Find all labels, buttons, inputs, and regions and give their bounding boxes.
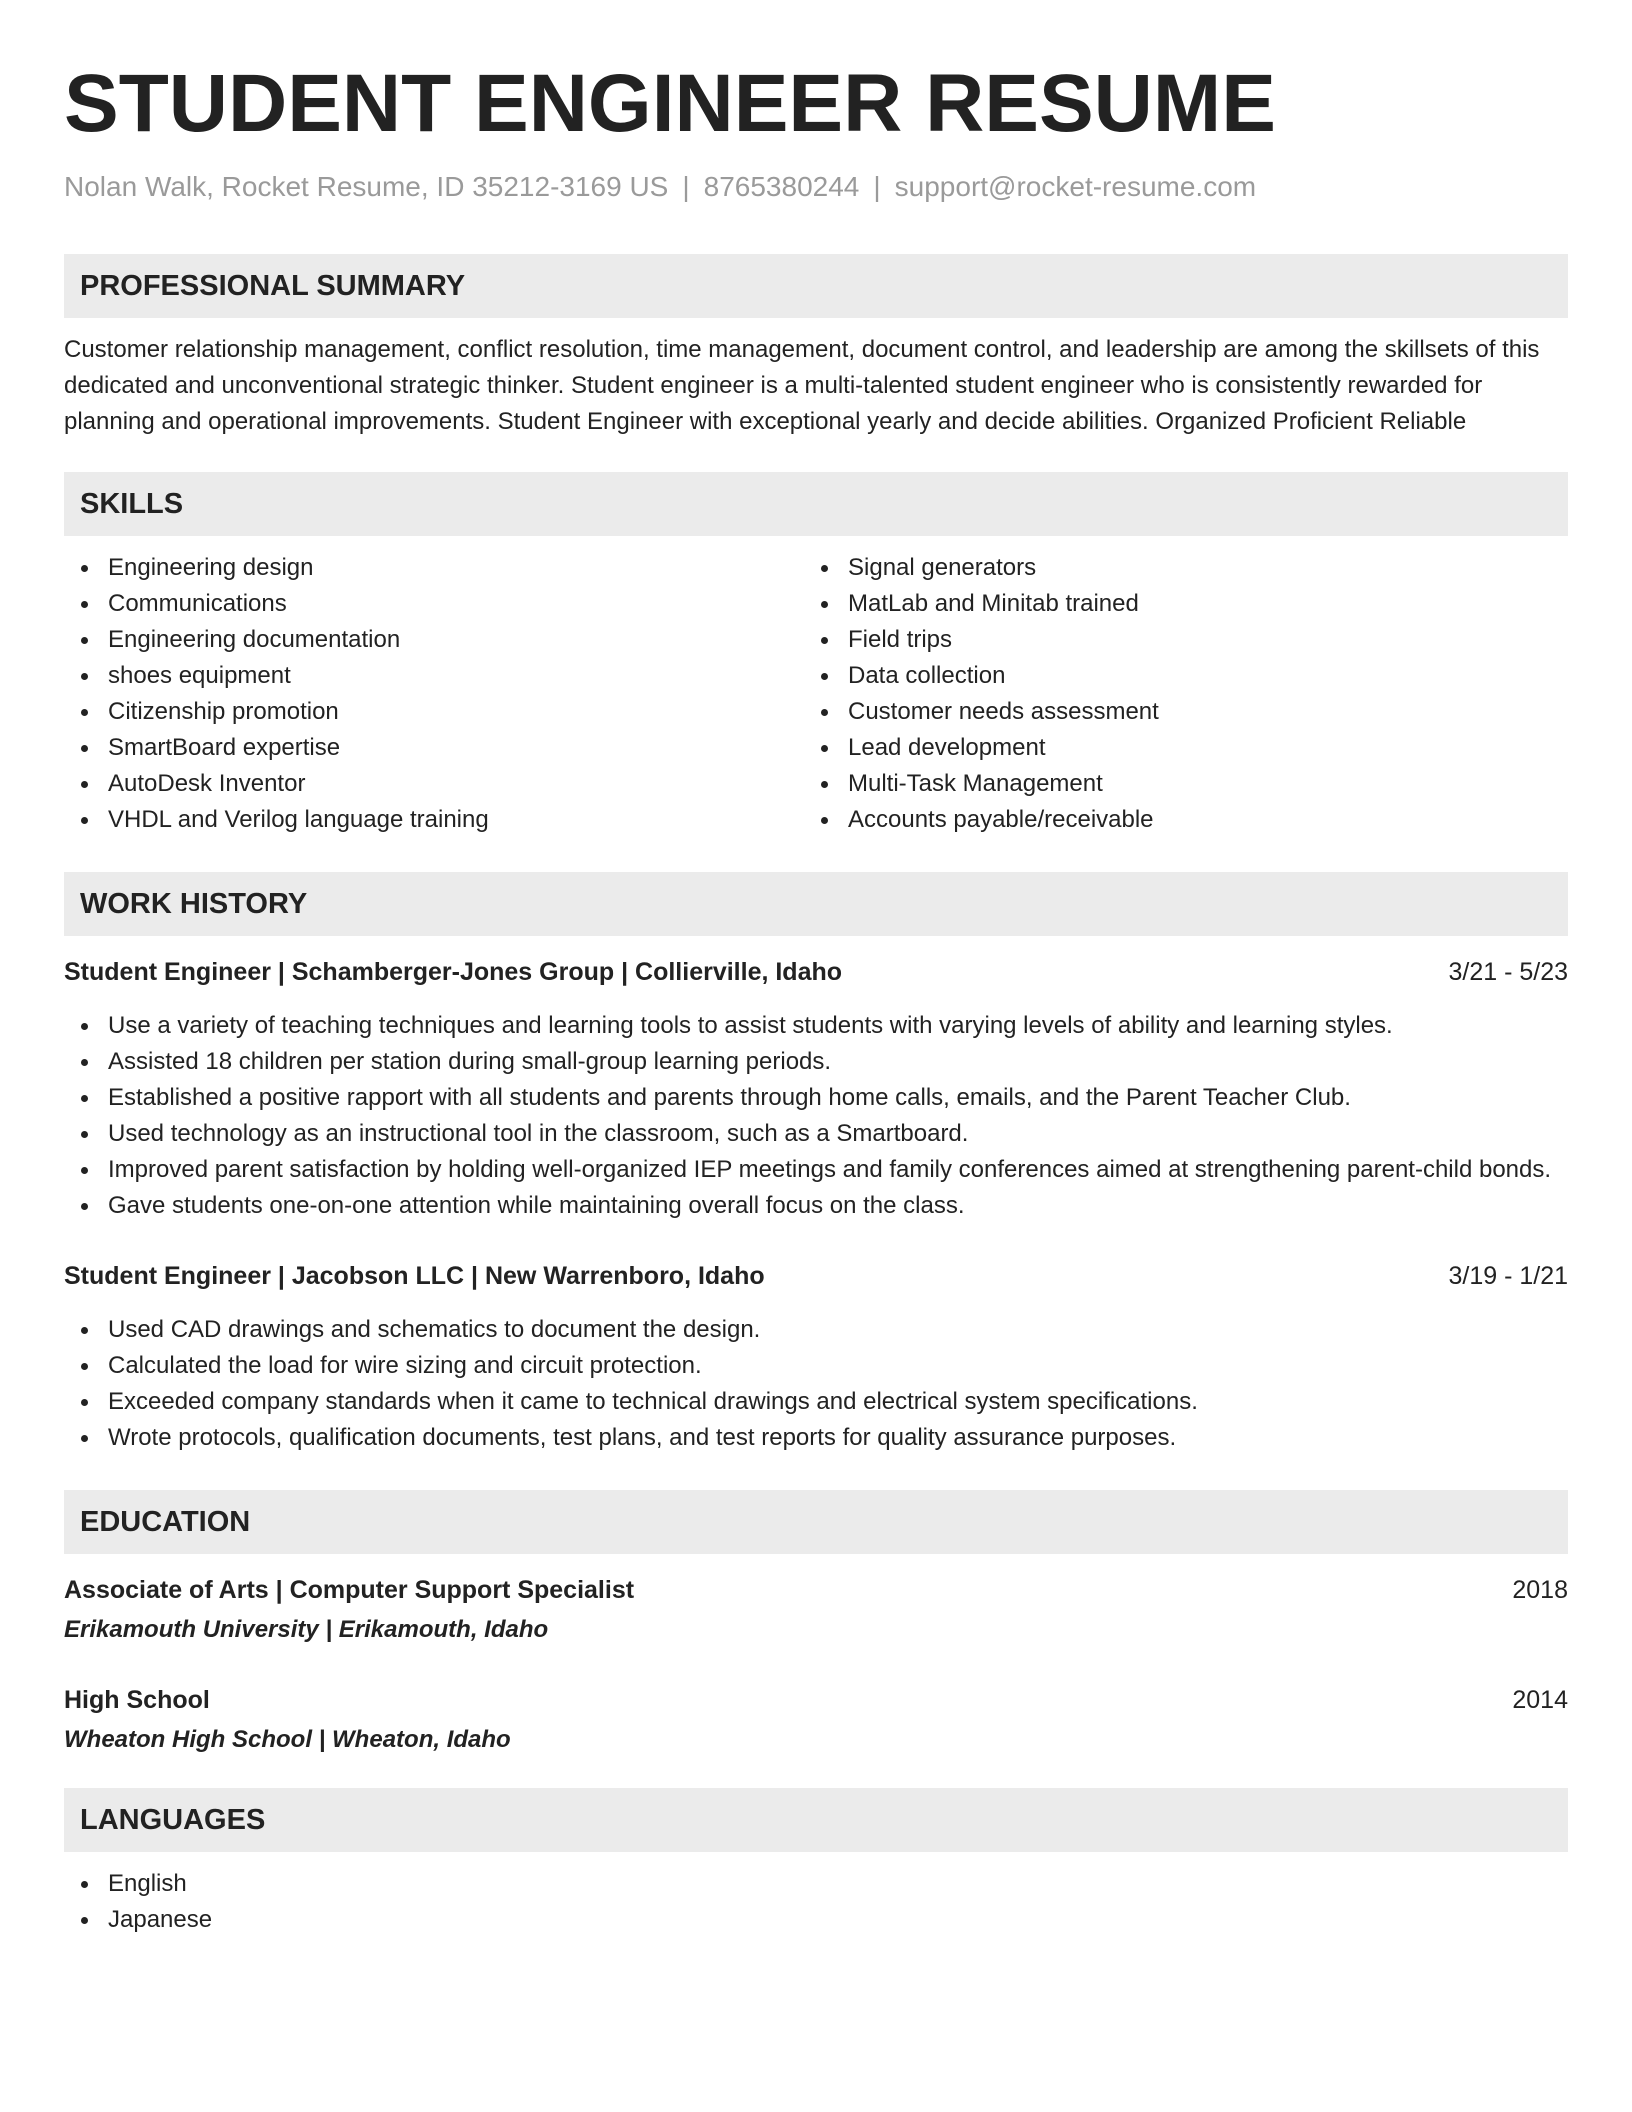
contact-line (64, 170, 1568, 204)
skills-column-right (804, 550, 1568, 838)
section-heading-skills: SKILLS (64, 472, 1568, 536)
language-item: Japanese (64, 1902, 1568, 1938)
skill-item: Field trips (804, 622, 1568, 658)
skill-item: Multi-Task Management (804, 766, 1568, 802)
contact-separator: | (873, 171, 881, 202)
job-bullet: Calculated the load for wire sizing and circuit protection. (64, 1348, 1568, 1384)
job-title: Student Engineer | Schamberger-Jones Group | Collierville, Idaho (64, 958, 843, 986)
skill-item: Customer needs assessment (804, 694, 1568, 730)
job-title: Student Engineer | Jacobson LLC | New Warrenboro, Idaho (64, 1262, 765, 1290)
skills-list (64, 550, 1568, 838)
skill-item: Accounts payable/receivable (804, 802, 1568, 838)
skill-item: Citizenship promotion (64, 694, 804, 730)
job-bullets (64, 1312, 1568, 1456)
education-header (64, 1572, 1568, 1608)
resume-title: STUDENT ENGINEER RESUME (64, 58, 1276, 149)
skills-column-left (64, 550, 804, 838)
skill-item: Engineering design (64, 550, 804, 586)
skill-item: Lead development (804, 730, 1568, 766)
job-dates: 3/21 - 5/23 (1448, 958, 1568, 986)
education-year: 2018 (1512, 1576, 1568, 1604)
education-year: 2014 (1512, 1686, 1568, 1714)
summary-text: Customer relationship management, conflict resolution, time management, document control, and leadership are among the skillsets of this dedicated and unconventional strategic thinker. Student engineer is a multi-talented student engineer who is consistently rewarded for planning and operational improvements. Student Engineer with exceptional yearly and decide abilities. Organized Proficient Reliable (64, 336, 1540, 435)
job-bullet: Used technology as an instructional tool in the classroom, such as a Smartboard. (64, 1116, 1568, 1152)
skill-item: Data collection (804, 658, 1568, 694)
section-heading-summary: PROFESSIONAL SUMMARY (64, 254, 1568, 318)
education-header (64, 1682, 1568, 1718)
education-school: Erikamouth University | Erikamouth, Idaho (64, 1616, 549, 1643)
job-bullet: Exceeded company standards when it came to technical drawings and electrical system specifications. (64, 1384, 1568, 1420)
contact-separator: | (682, 171, 690, 202)
education-degree: Associate of Arts | Computer Support Specialist (64, 1576, 635, 1604)
job-bullet: Assisted 18 children per station during small-group learning periods. (64, 1044, 1568, 1080)
education-degree: High School (64, 1686, 210, 1714)
job-header (64, 1258, 1568, 1294)
section-heading-languages: LANGUAGES (64, 1788, 1568, 1852)
languages-list (64, 1866, 1568, 1938)
skill-item: shoes equipment (64, 658, 804, 694)
job-bullet: Gave students one-on-one attention while maintaining overall focus on the class. (64, 1188, 1568, 1224)
contact-phone: 8765380244 (703, 171, 860, 202)
job-bullet: Used CAD drawings and schematics to document the design. (64, 1312, 1568, 1348)
job-bullets (64, 1008, 1568, 1224)
section-heading-education: EDUCATION (64, 1490, 1568, 1554)
job-bullet: Improved parent satisfaction by holding well-organized IEP meetings and family conferences aimed at strengthening parent-child bonds. (64, 1152, 1568, 1188)
job-dates: 3/19 - 1/21 (1448, 1262, 1568, 1290)
language-item: English (64, 1866, 1568, 1902)
skill-item: Engineering documentation (64, 622, 804, 658)
job-bullet: Established a positive rapport with all students and parents through home calls, emails, and the Parent Teacher Club. (64, 1080, 1568, 1116)
skill-item: AutoDesk Inventor (64, 766, 804, 802)
contact-address: Nolan Walk, Rocket Resume, ID 35212-3169 US (64, 171, 669, 202)
skill-item: MatLab and Minitab trained (804, 586, 1568, 622)
skill-item: SmartBoard expertise (64, 730, 804, 766)
job-header (64, 954, 1568, 990)
contact-email: support@rocket-resume.com (894, 171, 1257, 202)
education-school: Wheaton High School | Wheaton, Idaho (64, 1726, 511, 1753)
skill-item: Communications (64, 586, 804, 622)
skill-item: Signal generators (804, 550, 1568, 586)
skill-item: VHDL and Verilog language training (64, 802, 804, 838)
job-bullet: Use a variety of teaching techniques and learning tools to assist students with varying levels of ability and learning styles. (64, 1008, 1568, 1044)
job-bullet: Wrote protocols, qualification documents, test plans, and test reports for quality assurance purposes. (64, 1420, 1568, 1456)
section-heading-work: WORK HISTORY (64, 872, 1568, 936)
